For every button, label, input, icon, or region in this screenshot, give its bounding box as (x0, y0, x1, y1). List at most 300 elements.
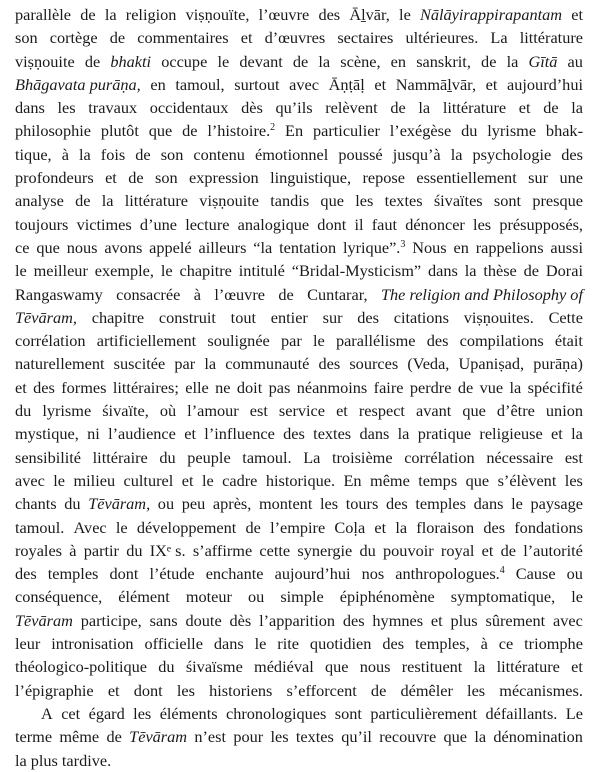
word (444, 725, 468, 748)
word (337, 26, 393, 49)
word (186, 585, 232, 608)
word-text: rite (277, 634, 299, 654)
word-text: La (490, 28, 508, 48)
text-line (15, 655, 583, 678)
word-text: enchante (205, 564, 264, 584)
word (150, 539, 186, 562)
word (87, 422, 100, 445)
word-text: et (184, 424, 196, 444)
word (416, 50, 471, 73)
word-text: de (278, 284, 294, 304)
word (418, 469, 457, 492)
word (105, 3, 117, 26)
word (561, 143, 583, 166)
word (374, 516, 386, 539)
word-text: participe, (80, 610, 142, 630)
word-text: qu’il (341, 727, 372, 747)
word (199, 189, 259, 212)
word (161, 50, 207, 73)
word-text: temples (415, 494, 466, 514)
word-text: appelé (149, 237, 192, 257)
word (474, 725, 486, 748)
word (553, 609, 583, 632)
word-text: élément (118, 587, 170, 607)
word-text: sans (149, 610, 178, 630)
word-text: parallèle (15, 5, 72, 24)
word-text: à (61, 144, 69, 164)
word (497, 655, 560, 678)
word (313, 422, 351, 445)
word-text: intitulé (238, 261, 285, 281)
word-text: il (354, 214, 364, 234)
word (15, 562, 37, 585)
word-text: bhakti (110, 51, 152, 71)
word-text: éléments (159, 703, 218, 723)
word (483, 516, 505, 539)
word (15, 516, 64, 539)
word (313, 329, 325, 352)
word (255, 143, 328, 166)
word (158, 492, 174, 515)
word-text: dont (109, 564, 139, 584)
word (61, 376, 106, 399)
word (265, 26, 326, 49)
word-text: dont (133, 680, 163, 700)
word-text: tamoul, (175, 74, 225, 94)
word (64, 492, 80, 515)
word-text: d’œuvres (264, 28, 326, 48)
word-text: toujours (15, 214, 69, 234)
word-text: royales (15, 540, 63, 560)
word (451, 143, 463, 166)
word (126, 539, 142, 562)
word-text: des (342, 610, 365, 630)
word (464, 306, 534, 329)
word-text: dénomination (493, 727, 583, 747)
word-text: et (181, 470, 194, 490)
word-text: nécessaire (486, 447, 554, 467)
paragraph (15, 3, 583, 702)
word (318, 50, 330, 73)
word (279, 399, 325, 422)
word-text: des (483, 517, 506, 537)
word-text: d’être (496, 401, 535, 421)
word (207, 119, 275, 142)
word (104, 236, 142, 259)
word-text: union (545, 401, 583, 421)
word (404, 446, 475, 469)
italic-word (129, 725, 187, 748)
word-text: religion (125, 5, 177, 24)
text-line (15, 96, 583, 119)
word (42, 399, 91, 422)
word-text: de (245, 517, 261, 537)
word-text: du (158, 657, 175, 677)
word (501, 539, 516, 562)
text-line (15, 609, 583, 632)
word (124, 469, 174, 492)
word (266, 469, 335, 492)
word (346, 492, 379, 515)
word (51, 632, 133, 655)
word-text: pratique (417, 424, 472, 444)
word-text: du (359, 540, 376, 560)
word (479, 422, 542, 445)
word (473, 143, 552, 166)
word (84, 539, 119, 562)
word-text: Nammāḻvār, (395, 74, 477, 94)
word (474, 655, 486, 678)
word (462, 399, 486, 422)
word-text: et (481, 540, 494, 560)
word (214, 283, 265, 306)
word-text: Āṇṭāḷ (328, 74, 365, 94)
word (15, 143, 52, 166)
word (15, 399, 31, 422)
word (370, 469, 410, 492)
word (383, 539, 434, 562)
word (15, 655, 147, 678)
word-text: devant (239, 51, 283, 71)
word (239, 50, 282, 73)
word-text: du (461, 121, 478, 141)
word (318, 352, 340, 375)
word (370, 702, 477, 725)
word (434, 189, 483, 212)
italic-word (15, 73, 141, 96)
word (516, 562, 556, 585)
word-text: śivaïtes (433, 191, 483, 211)
word-text: s’affirme (192, 540, 253, 560)
word-text: particulier (312, 121, 380, 141)
text-line (15, 236, 583, 259)
word (110, 26, 125, 49)
word (374, 73, 386, 96)
word (278, 283, 293, 306)
word (283, 422, 305, 445)
word-text: sur (322, 307, 343, 327)
word (187, 399, 239, 422)
word (320, 189, 344, 212)
word (255, 632, 267, 655)
word (222, 469, 257, 492)
word-text: cortège (49, 28, 98, 48)
word (451, 609, 478, 632)
word-text: la (418, 98, 431, 118)
word (362, 562, 385, 585)
word-text: faire (373, 377, 404, 397)
word-text: littérature (442, 98, 507, 118)
word-text: des (15, 564, 37, 584)
word-text: “la (253, 237, 273, 257)
word-text: des (283, 424, 305, 444)
word-text: la (509, 377, 522, 397)
word (431, 609, 443, 632)
word (483, 259, 516, 282)
word (486, 73, 498, 96)
italic-word (15, 609, 73, 632)
word (416, 399, 451, 422)
word-text: et (430, 610, 443, 630)
word (233, 725, 263, 748)
word (325, 655, 349, 678)
word-text: milieu (73, 470, 116, 490)
word-text: du (159, 447, 176, 467)
word-text: par (280, 331, 302, 351)
word (231, 306, 256, 329)
word-text: n’est (194, 727, 227, 747)
word-text: développement (136, 517, 237, 537)
word-text: floraison (416, 517, 475, 537)
word-text: dans (359, 424, 390, 444)
word-text: dans (473, 494, 504, 514)
word (418, 96, 430, 119)
word-text: communauté (225, 354, 310, 374)
word-text: l’exégèse (389, 121, 452, 141)
word-text: le (312, 331, 325, 351)
word-text: émotionnel (255, 144, 329, 164)
text-line (15, 585, 583, 608)
word (15, 352, 105, 375)
word-text: Gītā (528, 51, 558, 71)
text-line (15, 562, 583, 585)
word-text: la (204, 354, 217, 374)
word (186, 3, 250, 26)
word-text: textes (295, 727, 334, 747)
word-text: commentaires (137, 28, 229, 48)
word-text: les (270, 727, 289, 747)
word (507, 73, 583, 96)
word-text: formes (61, 377, 107, 397)
word (15, 50, 75, 73)
word-text: pas (268, 377, 291, 397)
word-text: théologico-politique (15, 657, 148, 677)
word (81, 609, 142, 632)
word (185, 213, 229, 236)
word (360, 655, 391, 678)
italic-word (110, 50, 151, 73)
word (531, 492, 583, 515)
word-text: et (105, 168, 117, 188)
word (524, 259, 539, 282)
word (320, 492, 338, 515)
word (292, 259, 421, 282)
word-text: le (201, 470, 214, 490)
word-text: synergie (297, 540, 353, 560)
word-text: du (64, 494, 81, 514)
word-text: au (567, 51, 583, 71)
text-line (15, 469, 583, 492)
word-text: analogique (237, 214, 310, 234)
word (460, 329, 544, 352)
word (199, 236, 247, 259)
word (528, 166, 548, 189)
word-text: sûrement (485, 610, 546, 630)
word-text: ou (566, 564, 583, 584)
word (511, 492, 523, 515)
word (481, 50, 496, 73)
word-text: peu (181, 494, 206, 514)
word-text: doit (236, 377, 263, 397)
word (566, 702, 583, 725)
word-text: naturellement (15, 354, 105, 374)
word-text: faut (371, 214, 397, 234)
word (546, 399, 583, 422)
word (15, 539, 62, 562)
word (215, 376, 230, 399)
word (15, 422, 79, 445)
word (134, 679, 163, 702)
word-text: est (564, 447, 583, 467)
word (410, 376, 452, 399)
text-line (15, 3, 583, 26)
text-line (15, 50, 583, 73)
word-text: était (554, 331, 583, 351)
word (67, 236, 98, 259)
word (555, 329, 583, 352)
word (194, 725, 226, 748)
word (343, 469, 361, 492)
word-text: qu’ils (275, 98, 313, 118)
word (217, 50, 229, 73)
word (97, 329, 196, 352)
word-text: lecture (185, 214, 230, 234)
word (486, 446, 553, 469)
word-text: la (473, 657, 486, 677)
word (150, 609, 178, 632)
text-line (15, 376, 583, 399)
word-text: avec (289, 74, 319, 94)
word-text: perdre (409, 377, 452, 397)
word-text: en (390, 51, 407, 71)
word (109, 562, 138, 585)
word-text: montent (258, 494, 313, 514)
word (160, 399, 176, 422)
word (412, 236, 446, 259)
word-text: fois (100, 144, 126, 164)
word (149, 562, 194, 585)
word (118, 585, 170, 608)
word (486, 609, 546, 632)
word (15, 725, 52, 748)
word-text: la (395, 517, 408, 537)
word-text: corrélation (15, 331, 86, 351)
word (259, 539, 290, 562)
text-line (15, 702, 583, 725)
word-text: aujourd’hui (274, 564, 351, 584)
word-text: En (285, 121, 304, 141)
word-text: et (374, 74, 387, 94)
word-text: lyrisme (42, 401, 92, 421)
word (58, 96, 76, 119)
word-text: une (559, 168, 583, 188)
word-text: vue (479, 377, 504, 397)
word-text: le (399, 5, 411, 24)
word (53, 469, 65, 492)
word-text: la (474, 727, 487, 747)
word-text: la (571, 424, 583, 444)
word (461, 119, 477, 142)
word-text: ou (248, 587, 265, 607)
word (494, 189, 521, 212)
word (399, 3, 411, 26)
word (250, 399, 268, 422)
word (359, 399, 405, 422)
word (390, 96, 405, 119)
word (187, 446, 230, 469)
word-text: dans (15, 98, 45, 118)
word (474, 492, 504, 515)
word (270, 516, 325, 539)
word-text: historiens (209, 680, 273, 700)
text-line (15, 749, 583, 772)
word (73, 469, 115, 492)
word-text: repose (362, 168, 405, 188)
word-text: Avec (73, 517, 107, 537)
word-text: Cette (548, 307, 583, 327)
word-text: pouvoir (383, 540, 434, 560)
word (85, 50, 100, 73)
word (69, 539, 76, 562)
word-text: la (397, 424, 410, 444)
word (473, 213, 491, 236)
word (254, 655, 314, 678)
word-text: troisième (331, 447, 393, 467)
word-text: viṣṇouïte, (185, 5, 250, 24)
word-text: officielle (144, 634, 203, 654)
word-text: cet (61, 703, 81, 723)
word (101, 119, 139, 142)
word (259, 3, 310, 26)
word (159, 306, 216, 329)
word-text: intronisation (51, 634, 134, 654)
word-text: l’étude (149, 564, 195, 584)
word (371, 679, 386, 702)
word (334, 516, 365, 539)
word (15, 26, 38, 49)
word-text: Nous (412, 237, 447, 257)
word-text: et (485, 74, 498, 94)
word (543, 96, 558, 119)
word-text: ailleurs (198, 237, 247, 257)
text-line (15, 306, 583, 329)
word-text: chronologiques (225, 703, 327, 723)
word (226, 702, 326, 725)
word-text: que (148, 121, 173, 141)
word-text: les (176, 680, 195, 700)
word (549, 306, 583, 329)
word (441, 539, 474, 562)
text-line (15, 422, 583, 445)
word (355, 189, 373, 212)
word-text: que (36, 237, 60, 257)
text-line (15, 399, 583, 422)
word-text: et (15, 377, 27, 397)
word-text: s’élèvent (497, 470, 557, 490)
word-text: corrélation (404, 447, 475, 467)
word (105, 166, 117, 189)
text-line (15, 446, 583, 469)
word-text: même (59, 727, 100, 747)
word (114, 352, 166, 375)
word-text: Bhāgavata purāṇa, (15, 74, 141, 94)
word-text: IXᵉ s. (149, 540, 186, 560)
word (186, 609, 222, 632)
text-line (15, 492, 583, 515)
word-text: dans (427, 261, 458, 281)
word (458, 376, 473, 399)
word-text: Cause (515, 564, 556, 584)
